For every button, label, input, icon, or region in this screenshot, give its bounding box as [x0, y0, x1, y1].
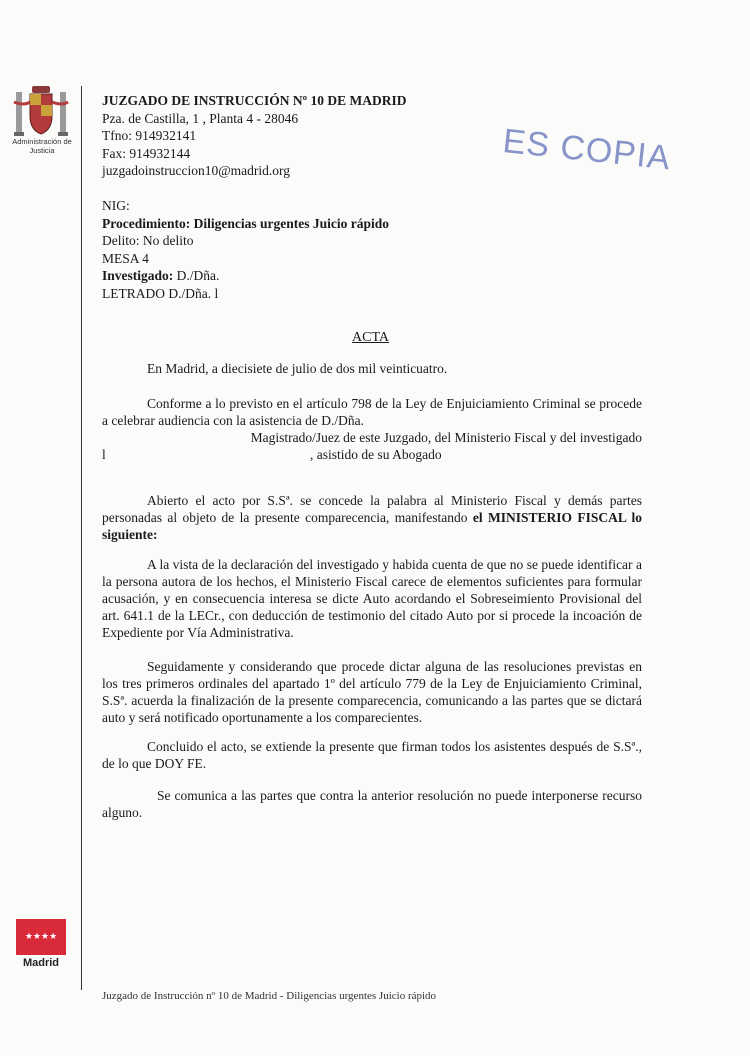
paragraph-conclusion: Concluido el acto, se extiende la presente que firman todos los asistentes después de S.Sª., de lo que DOY FE.	[102, 739, 642, 771]
paragraph-date: En Madrid, a diecisiete de julio de dos mil veinticuatro.	[147, 361, 448, 376]
court-header	[102, 92, 482, 180]
madrid-logo-label: Madrid	[22, 957, 60, 969]
desk-line: MESA 4	[102, 250, 149, 266]
paragraph-hearing-line2: Magistrado/Juez de este Juzgado, del Ministerio Fiscal y del investigado	[250, 430, 642, 445]
madrid-flag-icon	[16, 919, 66, 955]
court-name: JUZGADO DE INSTRUCCIÓN Nº 10 DE MADRID	[102, 93, 407, 108]
court-email: juzgadoinstruccion10@madrid.org	[102, 163, 291, 178]
coat-of-arms-label: Administración de Justicia	[12, 137, 72, 155]
paragraph-opening	[102, 492, 642, 543]
opening-bold: el MINISTERIO FISCAL lo siguiente:	[102, 510, 643, 542]
investigated-label: Investigado:	[102, 268, 174, 283]
margin-rule	[81, 86, 82, 990]
investigated-value: D./Dña.	[173, 268, 220, 283]
investigated-initial: l	[102, 447, 106, 462]
page-footer: Juzgado de Instrucción nº 10 de Madrid - Diligencias urgentes Juicio rápido	[102, 990, 437, 1002]
paragraph-no-appeal: Se comunica a las partes que contra la anterior resolución no puede interponerse recurso alguno.	[102, 788, 642, 820]
paragraph-resolution: Seguidamente y considerando que procede dictar alguna de las resoluciones previstas en los tres primeros ordinales del apartado 1º del artículo 779 de la Ley de Enjuiciamiento Criminal, S.Sª. acuerda la finalización de la presente comparecencia, comunicando a las partes que se dictará auto y será notificado oportunamente a los comparecientes.	[102, 659, 642, 725]
opening-text: Abierto el acto por S.Sª. se concede la palabra al Ministerio Fiscal y demás partes personadas al objeto de la presente comparecencia, manifestando	[102, 493, 642, 525]
lawyer-line: LETRADO D./Dña. l	[102, 285, 219, 301]
paragraph-hearing-line3	[102, 446, 642, 463]
paragraph-prosecutor: A la vista de la declaración del investigado y habida cuenta de que no se puede identificar a la persona autora de los hechos, el Ministerio Fiscal carece de elementos suficientes para formular acusación, y en consecuencia interesa se dicte Auto acordando el Sobreseimiento Provisional del art. 641.1 de la LECr., con deducción de testimonio del citado Auto por si procede la incoación de Expediente por Vía Administrativa.	[102, 557, 642, 640]
assisted-by-lawyer: , asistido de su Abogado	[310, 447, 442, 462]
court-fax: Fax: 914932144	[102, 145, 191, 161]
court-phone: Tfno: 914932141	[102, 128, 197, 143]
document-heading: ACTA	[352, 330, 389, 345]
coat-of-arms-icon	[10, 84, 72, 138]
procedure-line: Procedimiento: Diligencias urgentes Juicio rápido	[102, 215, 389, 231]
case-info	[102, 197, 602, 302]
paragraph-hearing: Conforme a lo previsto en el artículo 798 de la Ley de Enjuiciamiento Criminal se procede a celebrar audiencia con la asistencia de D./Dña.	[102, 396, 642, 428]
madrid-stars: ★★★★	[24, 931, 58, 942]
offense-line: Delito: No delito	[102, 233, 194, 248]
nig-line: NIG:	[102, 198, 130, 213]
copy-stamp: ES COPIA	[501, 122, 673, 178]
court-address: Pza. de Castilla, 1 , Planta 4 - 28046	[102, 110, 299, 126]
